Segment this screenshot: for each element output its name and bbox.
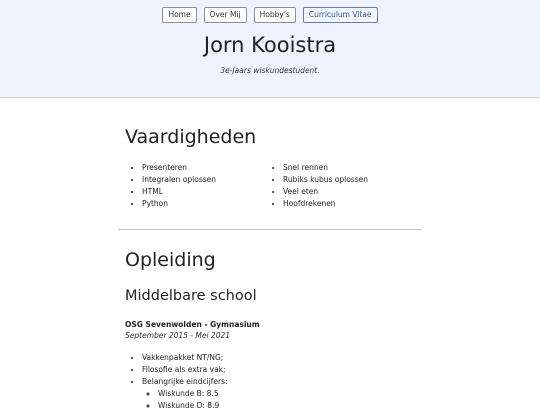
school-period: September 2015 - Mei 2021 (125, 331, 231, 340)
education-detail-item: • Filosofie als extra vak; (142, 364, 228, 376)
education-detail-item (142, 376, 228, 412)
nav-over-mij-link[interactable]: Over Mij (204, 7, 247, 23)
skill-item: • Integralen oplossen (142, 174, 216, 186)
skill-item: • Hoofdrekenen (283, 198, 368, 210)
skill-item: • HTML (142, 186, 216, 198)
nav-curriculum-vitae-link[interactable]: Curriculum Vitae (303, 7, 378, 23)
grades-label: Belangrijke eindcijfers: (142, 377, 228, 386)
skill-item: • Rubiks kubus oplossen (283, 174, 368, 186)
site-tagline: 3e-Jaars wiskundestudent. (220, 66, 320, 75)
education-heading: Opleiding (125, 249, 216, 271)
skills-list-left (126, 162, 216, 210)
education-detail-item: • Vakkenpakket NT/NG; (142, 352, 228, 364)
grades-list (142, 388, 228, 412)
nav-hobbys-link[interactable]: Hobby's (254, 7, 296, 23)
school-name: OSG Sevenwolden - Gymnasium (125, 320, 260, 329)
grade-item: ◦ Wiskunde D: 8.9 (158, 400, 228, 412)
grade-item: ◦ Wiskunde B: 8.5 (158, 388, 228, 400)
site-title: Jorn Kooistra (203, 33, 337, 57)
section-divider (118, 229, 422, 230)
skill-item: • Python (142, 198, 216, 210)
skill-item: • Presenteren (142, 162, 216, 174)
skill-item: • Snel rennen (283, 162, 368, 174)
education-details-list (126, 352, 228, 412)
school-level-heading: Middelbare school (125, 288, 257, 304)
skill-item: • Veel eten (283, 186, 368, 198)
nav-home-link[interactable]: Home (162, 7, 196, 23)
skills-list-right (267, 162, 368, 210)
skills-heading: Vaardigheden (125, 126, 257, 148)
site-header (0, 0, 540, 98)
main-nav (0, 7, 540, 23)
